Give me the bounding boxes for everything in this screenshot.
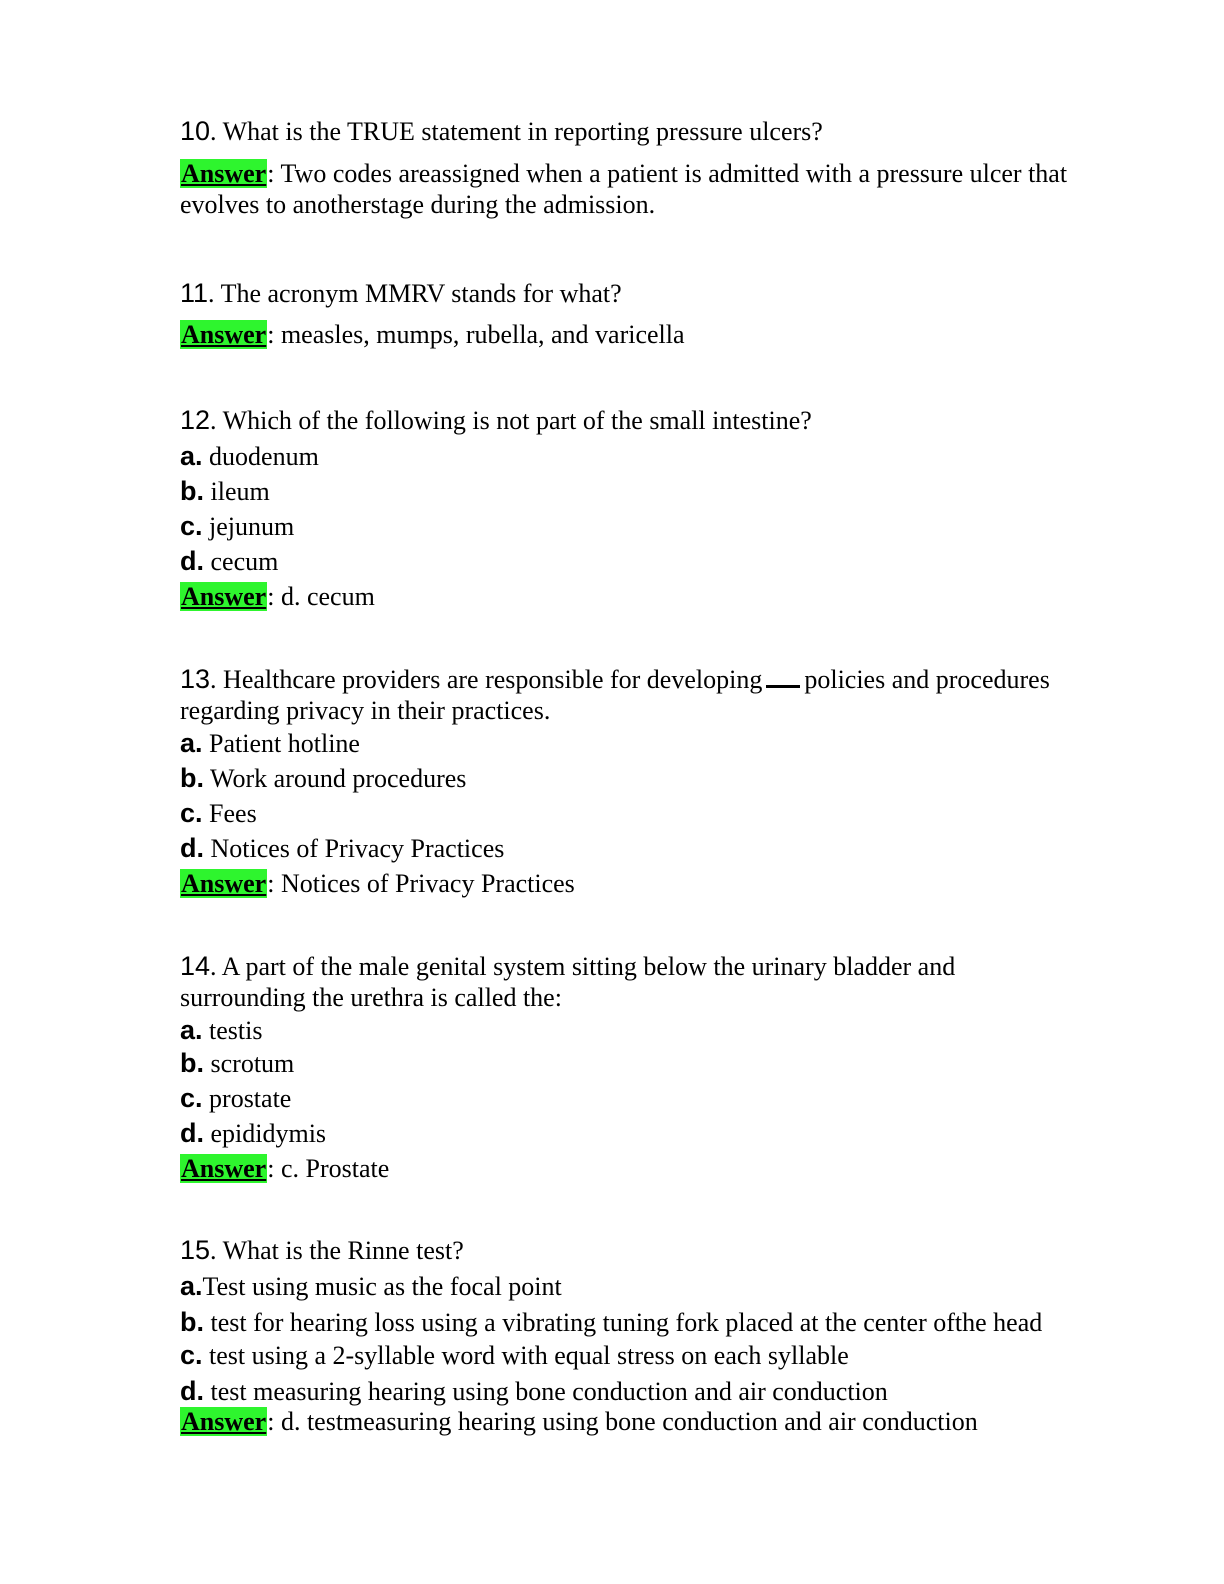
option-text: Notices of Privacy Practices <box>210 834 505 863</box>
answer-line: Answer: Two codes areassigned when a patient is admitted with a pressure ulcer that evolves to anotherstage during the admission. <box>180 159 1068 219</box>
option-d <box>180 1376 1130 1406</box>
question-11 <box>180 278 1130 350</box>
option-c <box>180 1083 1130 1113</box>
option-letter: d. <box>180 1118 204 1148</box>
question-15 <box>180 1235 1130 1437</box>
answer-label: Answer <box>181 582 267 611</box>
answer-text: d. cecum <box>280 582 375 611</box>
option-text: test measuring hearing using bone conduction and air conduction <box>210 1377 888 1406</box>
question-text: 12. Which of the following is not part of the small intestine? <box>180 405 812 435</box>
option-letter: c. <box>180 1340 203 1370</box>
option-c <box>180 511 1130 541</box>
question-number: 15 <box>180 1235 211 1265</box>
question-stem: The acronym MMRV stands for what? <box>220 279 622 308</box>
question-text: 14. A part of the male genital system sitting below the urinary bladder and surrounding the urethra is called the: <box>180 951 956 1012</box>
option-letter: c. <box>180 1083 203 1113</box>
question-number: 14 <box>180 951 211 981</box>
option-letter: c. <box>180 511 203 541</box>
option-text: test using a 2-syllable word with equal stress on each syllable <box>209 1341 849 1370</box>
option-letter: a. <box>180 441 203 471</box>
option-text: cecum <box>210 547 279 576</box>
answer-line: Answer: d. testmeasuring hearing using bone conduction and air conduction <box>181 1407 978 1436</box>
option-text: jejunum <box>209 512 295 541</box>
option-text: Fees <box>209 799 257 828</box>
question-14 <box>180 951 1130 1184</box>
fill-in-blank <box>766 667 800 688</box>
option-a <box>180 1271 1130 1301</box>
question-text: 15. What is the Rinne test? <box>180 1235 464 1265</box>
question-number: 12 <box>180 405 211 435</box>
question-number: 10 <box>180 116 211 146</box>
answer-line: Answer: Notices of Privacy Practices <box>181 869 575 898</box>
answer-line: Answer: measles, mumps, rubella, and varicella <box>181 320 685 349</box>
answer-text: Notices of Privacy Practices <box>280 869 575 898</box>
question-stem: What is the TRUE statement in reporting pressure ulcers? <box>222 117 823 146</box>
question-10 <box>180 116 1130 220</box>
question-text: 11. The acronym MMRV stands for what? <box>180 278 622 308</box>
question-12 <box>180 405 1130 612</box>
question-stem: A part of the male genital system sitting below the urinary bladder and surrounding the urethra is called the: <box>180 952 956 1012</box>
answer-line: Answer: d. cecum <box>181 582 375 611</box>
option-letter: a. <box>180 1015 203 1045</box>
option-b <box>180 1048 1130 1078</box>
question-stem: What is the Rinne test? <box>222 1236 464 1265</box>
option-text: Patient hotline <box>209 729 360 758</box>
option-text: epididymis <box>210 1119 327 1148</box>
answer-text: Two codes areassigned when a patient is admitted with a pressure ulcer that evolves to anotherstage during the admission. <box>180 159 1068 219</box>
option-letter: d. <box>180 546 204 576</box>
option-a <box>180 1015 1130 1045</box>
option-b <box>180 1307 1130 1337</box>
question-number: 11 <box>180 278 209 308</box>
question-number: 13 <box>180 664 211 694</box>
option-letter: b. <box>180 476 204 506</box>
option-d <box>180 1118 1130 1148</box>
option-d <box>180 546 1130 576</box>
answer-text: c. Prostate <box>280 1154 390 1183</box>
option-letter: d. <box>180 1376 204 1406</box>
option-text: prostate <box>209 1084 292 1113</box>
option-text: Test using music as the focal point <box>202 1272 562 1301</box>
option-letter: b. <box>180 763 204 793</box>
question-stem: Which of the following is not part of the small intestine? <box>222 406 812 435</box>
answer-label: Answer <box>181 159 267 188</box>
answer-label: Answer <box>181 320 267 349</box>
option-c <box>180 798 1130 828</box>
option-a <box>180 728 1130 758</box>
option-letter: b. <box>180 1307 204 1337</box>
question-text: 13. Healthcare providers are responsible for developing policies and procedures regarding privacy in their practices. <box>180 664 1050 725</box>
option-text: ileum <box>210 477 270 506</box>
option-b <box>180 476 1130 506</box>
question-stem-continued: policies and procedures regarding privacy in their practices. <box>180 665 1050 725</box>
answer-text: measles, mumps, rubella, and varicella <box>280 320 685 349</box>
option-letter: a. <box>180 1271 203 1301</box>
option-c <box>180 1340 1130 1370</box>
answer-label: Answer <box>181 1407 267 1436</box>
question-13 <box>180 664 1130 899</box>
answer-label: Answer <box>181 869 267 898</box>
option-letter: a. <box>180 728 203 758</box>
option-text: duodenum <box>209 442 319 471</box>
answer-text: d. testmeasuring hearing using bone conduction and air conduction <box>280 1407 978 1436</box>
option-text: scrotum <box>210 1049 295 1078</box>
option-letter: d. <box>180 833 204 863</box>
question-text: 10. What is the TRUE statement in reporting pressure ulcers? <box>180 116 823 146</box>
question-stem: Healthcare providers are responsible for developing <box>223 665 763 694</box>
option-letter: c. <box>180 798 203 828</box>
option-text: test for hearing loss using a vibrating tuning fork placed at the center ofthe head <box>210 1308 1043 1337</box>
option-text: testis <box>209 1016 263 1045</box>
answer-line: Answer: c. Prostate <box>181 1154 390 1183</box>
option-b <box>180 763 1130 793</box>
option-text: Work around procedures <box>210 764 467 793</box>
option-a <box>180 441 1130 471</box>
option-d <box>180 833 1130 863</box>
option-letter: b. <box>180 1048 204 1078</box>
answer-label: Answer <box>181 1154 267 1183</box>
